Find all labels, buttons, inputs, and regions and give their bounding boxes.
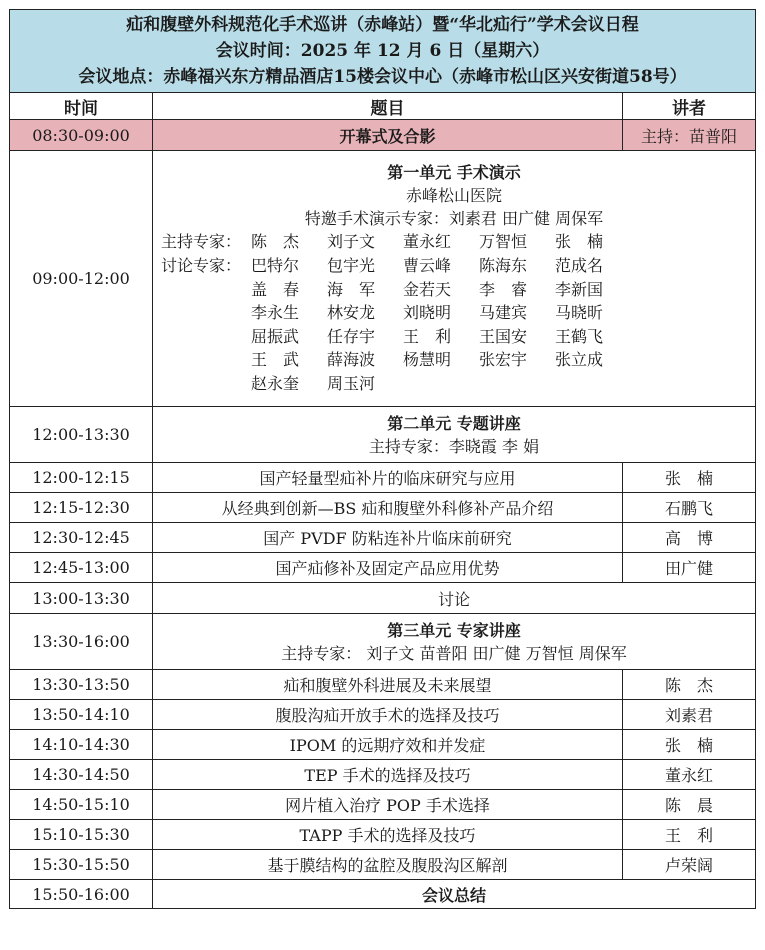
unit1-hospital: 赤峰松山医院 [405, 186, 502, 206]
table-row [10, 760, 756, 790]
talk-time: 14:30-14:50 [10, 760, 153, 790]
discussant-name: 李新国 [555, 279, 604, 299]
unit2-row [10, 407, 756, 463]
talk-topic: 国产轻量型疝补片的临床研究与应用 [153, 463, 623, 493]
table-row [10, 670, 756, 700]
talk-time: 14:10-14:30 [10, 730, 153, 760]
unit1-experts [153, 230, 755, 395]
discussant-name: 薛海波 [327, 350, 376, 370]
column-header-speaker: 讲者 [623, 93, 756, 120]
table-row [10, 700, 756, 730]
discussant-name: 张宏宇 [479, 350, 528, 370]
unit2-hosts: 主持专家：李晓霞 李 娟 [368, 436, 540, 456]
host-name: 陈 杰 [251, 232, 300, 252]
discussant-name: 王国安 [479, 326, 528, 346]
unit3-row [10, 614, 756, 670]
unit1-title: 第一单元 手术演示 [387, 163, 521, 183]
discussant-name: 范成名 [555, 256, 604, 276]
talk-topic: 国产 PVDF 防粘连补片临床前研究 [153, 523, 623, 553]
discussant-name: 曹云峰 [403, 256, 452, 276]
talk-time: 12:00-12:15 [10, 463, 153, 493]
discussant-name: 赵永奎 [251, 373, 300, 393]
closing-time: 15:50-16:00 [10, 880, 153, 909]
host-name: 刘子文 [327, 232, 376, 252]
table-row [10, 820, 756, 850]
table-row [10, 493, 756, 523]
opening-time: 08:30-09:00 [10, 120, 153, 151]
unit1-discussant-names [251, 254, 631, 396]
unit3-time: 13:30-16:00 [10, 614, 153, 670]
unit2-time: 12:00-13:30 [10, 407, 153, 463]
discussant-name: 巴特尔 [251, 256, 300, 276]
discussant-name: 周玉河 [327, 373, 376, 393]
discussant-name: 盖 春 [251, 279, 300, 299]
talk-time: 15:10-15:30 [10, 820, 153, 850]
discussant-name: 林安龙 [327, 303, 376, 323]
meeting-date: 会议时间：2025 年 12 月 6 日（星期六） [215, 41, 550, 61]
talk-speaker: 董永红 [623, 760, 756, 790]
table-row [10, 523, 756, 553]
unit1-content [153, 151, 756, 407]
talk-topic: 基于膜结构的盆腔及腹股沟区解剖 [153, 850, 623, 880]
table-row [10, 850, 756, 880]
discussant-name: 陈海东 [479, 256, 528, 276]
unit3-content [153, 614, 756, 670]
closing-topic: 会议总结 [153, 880, 756, 909]
talk-time: 15:30-15:50 [10, 850, 153, 880]
unit2-content [153, 407, 756, 463]
discussant-name: 海 军 [327, 279, 376, 299]
discussant-name: 马晓昕 [555, 303, 604, 323]
unit1-disc-label: 讨论专家： [161, 256, 242, 276]
unit1-host-label: 主持专家： [161, 232, 242, 252]
discussant-name: 任存宇 [327, 326, 376, 346]
talk-speaker: 张 楠 [623, 730, 756, 760]
table-row [10, 790, 756, 820]
schedule-title: 疝和腹壁外科规范化手术巡讲（赤峰站）暨“华北疝行”学术会议日程 [126, 15, 639, 35]
talk-speaker: 陈 晨 [623, 790, 756, 820]
table-row [10, 463, 756, 493]
talk-speaker: 王 利 [623, 820, 756, 850]
opening-topic: 开幕式及合影 [153, 120, 623, 151]
discussant-name: 包宇光 [327, 256, 376, 276]
opening-host: 主持：苗普阳 [623, 120, 756, 151]
unit2-title: 第二单元 专题讲座 [387, 413, 521, 433]
discussant-name: 杨慧明 [403, 350, 452, 370]
discussant-name: 李 睿 [479, 279, 528, 299]
discussant-name: 马建宾 [479, 303, 528, 323]
talk-topic: 网片植入治疗 POP 手术选择 [153, 790, 623, 820]
talk-topic: TAPP 手术的选择及技巧 [153, 820, 623, 850]
discussant-name: 张立成 [555, 350, 604, 370]
discussant-name: 刘晓明 [403, 303, 452, 323]
talk-speaker: 高 博 [623, 523, 756, 553]
column-header-row [10, 93, 756, 120]
talk-topic: IPOM 的远期疗效和并发症 [153, 730, 623, 760]
opening-row [10, 120, 756, 151]
talk-time: 12:45-13:00 [10, 553, 153, 583]
talk-topic: 疝和腹壁外科进展及未来展望 [153, 670, 623, 700]
host-name: 董永红 [403, 232, 452, 252]
discussant-name: 金若天 [403, 279, 452, 299]
talk-time: 12:15-12:30 [10, 493, 153, 523]
discussant-name: 李永生 [251, 303, 300, 323]
discussion-topic: 讨论 [153, 583, 756, 614]
host-name: 张 楠 [555, 232, 604, 252]
discussant-name: 王 武 [251, 350, 300, 370]
closing-row [10, 880, 756, 909]
talk-speaker: 陈 杰 [623, 670, 756, 700]
discussant-name: 屈振武 [251, 326, 300, 346]
talk-speaker: 刘素君 [623, 700, 756, 730]
meeting-venue: 会议地点：赤峰福兴东方精品酒店15楼会议中心（赤峰市松山区兴安街道58号） [78, 67, 687, 87]
discussant-name: 王鹤飞 [555, 326, 604, 346]
talk-topic: 从经典到创新—BS 疝和腹壁外科修补产品介绍 [153, 493, 623, 523]
schedule-header [10, 10, 756, 93]
talk-topic: 国产疝修补及固定产品应用优势 [153, 553, 623, 583]
talk-topic: 腹股沟疝开放手术的选择及技巧 [153, 700, 623, 730]
column-header-topic: 题目 [153, 93, 623, 120]
discussion-time: 13:00-13:30 [10, 583, 153, 614]
unit1-time: 09:00-12:00 [10, 151, 153, 407]
talk-time: 13:50-14:10 [10, 700, 153, 730]
unit1-demo-experts: 特邀手术演示专家：刘素君 田广健 周保军 [304, 209, 604, 229]
talk-time: 12:30-12:45 [10, 523, 153, 553]
unit1-row [10, 151, 756, 407]
table-row [10, 730, 756, 760]
column-header-time: 时间 [10, 93, 153, 120]
schedule-table [9, 9, 756, 909]
unit3-title: 第三单元 专家讲座 [387, 620, 521, 640]
discussant-name: 王 利 [403, 326, 452, 346]
talk-speaker: 田广健 [623, 553, 756, 583]
talk-topic: TEP 手术的选择及技巧 [153, 760, 623, 790]
table-row [10, 553, 756, 583]
unit1-host-names [251, 230, 631, 254]
host-name: 万智恒 [479, 232, 528, 252]
talk-time: 13:30-13:50 [10, 670, 153, 700]
unit3-hosts: 主持专家： 刘子文 苗普阳 田广健 万智恒 周保军 [281, 643, 627, 663]
talk-time: 14:50-15:10 [10, 790, 153, 820]
talk-speaker: 张 楠 [623, 463, 756, 493]
discussion-row [10, 583, 756, 614]
talk-speaker: 石鹏飞 [623, 493, 756, 523]
talk-speaker: 卢荣阔 [623, 850, 756, 880]
